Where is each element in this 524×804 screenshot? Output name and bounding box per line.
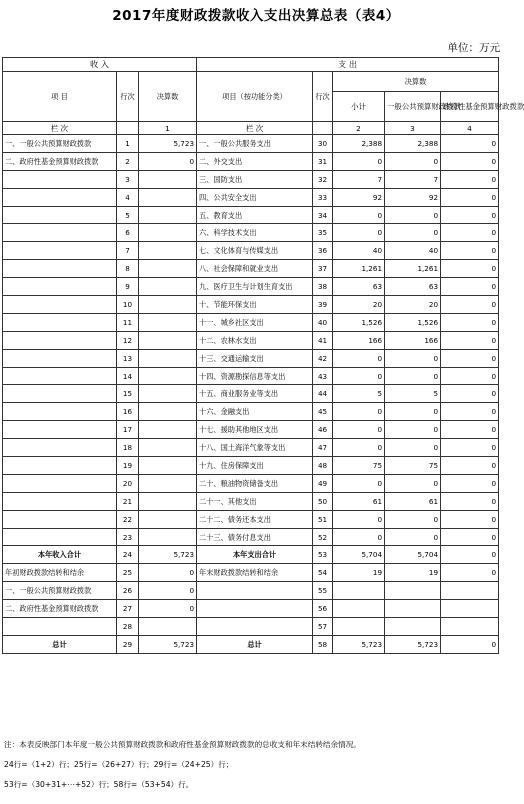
income-item [3,170,117,188]
table-row [3,188,499,206]
expense-rowno: 37 [313,260,333,278]
income-item [3,474,117,492]
notes [4,735,361,795]
expense-section-header: 支 出 [197,58,499,72]
expense-rowno: 35 [313,224,333,242]
expense-general: 7 [385,170,441,188]
expense-item: 二十三、债务付息支出 [197,528,313,546]
col-header-subtotal: 小计 [333,92,385,122]
expense-item: 十一、城乡社区支出 [197,313,313,331]
income-item [3,439,117,457]
expense-item: 十九、住房保障支出 [197,457,313,475]
expense-general: 1,261 [385,260,441,278]
expense-general: 61 [385,492,441,510]
expense-fund: 0 [441,278,499,296]
income-amount [139,260,197,278]
expense-subtotal: 0 [333,367,385,385]
expense-item: 二十、粮油物资储备支出 [197,474,313,492]
income-rowno: 23 [117,528,139,546]
income-amount [139,188,197,206]
table-row [3,546,499,564]
expense-rowno: 50 [313,492,333,510]
income-rowno: 6 [117,224,139,242]
expense-item: 七、文化体育与传媒支出 [197,242,313,260]
income-rowno: 12 [117,331,139,349]
lanci-n1: 1 [139,122,197,135]
expense-subtotal: 0 [333,152,385,170]
income-item [3,528,117,546]
income-amount [139,421,197,439]
income-amount [139,439,197,457]
expense-subtotal: 0 [333,206,385,224]
expense-rowno: 52 [313,528,333,546]
income-rowno: 1 [117,135,139,153]
expense-item: 五、教育支出 [197,206,313,224]
expense-fund: 0 [441,170,499,188]
expense-subtotal: 63 [333,278,385,296]
income-item [3,206,117,224]
expense-subtotal: 7 [333,170,385,188]
expense-subtotal: 19 [333,564,385,582]
expense-general [385,618,441,636]
income-amount [139,242,197,260]
expense-rowno: 41 [313,331,333,349]
page-title: 2017年度财政拨款收入支出决算总表（表4） [112,8,400,24]
expense-fund: 0 [441,224,499,242]
expense-item: 本年支出合计 [197,546,313,564]
lanci-label-2: 栏 次 [197,122,313,135]
expense-general: 19 [385,564,441,582]
income-item [3,260,117,278]
header-row-lanci [3,122,499,135]
expense-general: 0 [385,403,441,421]
income-amount [139,474,197,492]
expense-rowno: 49 [313,474,333,492]
income-item [3,296,117,314]
income-item [3,224,117,242]
expense-item: 四、公共安全支出 [197,188,313,206]
expense-subtotal: 20 [333,296,385,314]
income-section-header: 收 入 [3,58,197,72]
income-item: 二、政府性基金预算财政拨款 [3,600,117,618]
expense-item: 十三、交通运输支出 [197,349,313,367]
table-row [3,367,499,385]
income-rowno: 21 [117,492,139,510]
expense-subtotal: 61 [333,492,385,510]
expense-general: 0 [385,474,441,492]
expense-general: 2,388 [385,135,441,153]
income-rowno: 13 [117,349,139,367]
expense-rowno: 57 [313,618,333,636]
expense-rowno: 58 [313,635,333,653]
table-row [3,457,499,475]
income-item: 总计 [3,635,117,653]
table-row [3,278,499,296]
expense-rowno: 30 [313,135,333,153]
table-row [3,582,499,600]
expense-general: 63 [385,278,441,296]
table-row [3,474,499,492]
lanci-empty-2 [313,122,333,135]
income-rowno: 9 [117,278,139,296]
expense-item [197,618,313,636]
expense-subtotal: 92 [333,188,385,206]
expense-subtotal: 40 [333,242,385,260]
income-amount [139,618,197,636]
expense-general: 1,526 [385,313,441,331]
expense-general: 0 [385,349,441,367]
col-header-amount-group: 决算数 [333,72,499,92]
income-rowno: 22 [117,510,139,528]
income-amount [139,349,197,367]
expense-rowno: 54 [313,564,333,582]
income-rowno: 3 [117,170,139,188]
income-item: 一、一般公共预算财政拨款 [3,135,117,153]
income-amount [139,296,197,314]
income-amount [139,331,197,349]
lanci-n4: 4 [441,122,499,135]
expense-item: 二、外交支出 [197,152,313,170]
income-amount [139,224,197,242]
income-rowno: 7 [117,242,139,260]
expense-fund: 0 [441,510,499,528]
expense-general: 0 [385,224,441,242]
expense-fund: 0 [441,260,499,278]
expense-general [385,600,441,618]
expense-subtotal: 0 [333,528,385,546]
expense-general: 92 [385,188,441,206]
expense-general: 0 [385,206,441,224]
expense-subtotal: 0 [333,349,385,367]
expense-general: 0 [385,510,441,528]
table-row [3,439,499,457]
table-row [3,206,499,224]
note-line: 24行=（1+2）行；25行=（26+27）行；29行=（24+25）行； [4,760,234,769]
income-rowno: 17 [117,421,139,439]
income-rowno: 2 [117,152,139,170]
header-row-section [3,58,499,72]
income-amount [139,528,197,546]
expense-rowno: 39 [313,296,333,314]
expense-subtotal: 1,526 [333,313,385,331]
income-item [3,242,117,260]
expense-fund: 0 [441,242,499,260]
expense-subtotal [333,582,385,600]
expense-general: 166 [385,331,441,349]
table-row [3,600,499,618]
income-amount: 5,723 [139,546,197,564]
income-rowno: 15 [117,385,139,403]
expense-fund: 0 [441,457,499,475]
table-row [3,296,499,314]
expense-fund [441,600,499,618]
expense-rowno: 40 [313,313,333,331]
income-amount: 5,723 [139,135,197,153]
expense-item [197,582,313,600]
table-row [3,492,499,510]
expense-rowno: 51 [313,510,333,528]
expense-rowno: 31 [313,152,333,170]
unit-label: 单位：万元 [447,42,500,54]
expense-rowno: 46 [313,421,333,439]
table-row [3,260,499,278]
header-row-amount-group [3,72,499,92]
lanci-n2: 2 [333,122,385,135]
expense-subtotal: 0 [333,403,385,421]
expense-general [385,582,441,600]
expense-item: 三、国防支出 [197,170,313,188]
income-amount [139,510,197,528]
expense-general: 5 [385,385,441,403]
table-row [3,313,499,331]
lanci-empty [117,122,139,135]
expense-subtotal: 5 [333,385,385,403]
expense-fund: 0 [441,635,499,653]
expense-item: 十八、国土海洋气象等支出 [197,439,313,457]
expense-general: 0 [385,439,441,457]
expense-subtotal: 0 [333,224,385,242]
expense-fund: 0 [441,367,499,385]
expense-fund: 0 [441,331,499,349]
expense-item: 年末财政拨款结转和结余 [197,564,313,582]
income-rowno: 10 [117,296,139,314]
income-item [3,385,117,403]
table-row [3,170,499,188]
expense-fund: 0 [441,564,499,582]
expense-fund [441,582,499,600]
expense-rowno: 43 [313,367,333,385]
col-header-rowno2: 行次 [313,72,333,122]
table-row [3,635,499,653]
income-item: 年初财政拨款结转和结余 [3,564,117,582]
expense-item: 十二、农林水支出 [197,331,313,349]
expense-fund: 0 [441,313,499,331]
expense-rowno: 36 [313,242,333,260]
budget-table [2,57,524,654]
expense-general: 20 [385,296,441,314]
col-header-general: 一般公共预算财政拨款 [385,92,441,122]
income-amount [139,367,197,385]
expense-subtotal: 166 [333,331,385,349]
expense-fund: 0 [441,349,499,367]
table-row [3,385,499,403]
income-amount [139,385,197,403]
expense-fund: 0 [441,421,499,439]
income-amount [139,170,197,188]
expense-item [197,600,313,618]
income-item [3,457,117,475]
col-header-item-func: 项目（按功能分类） [197,72,313,122]
col-header-amount: 决算数 [139,72,197,122]
expense-fund: 0 [441,492,499,510]
expense-subtotal: 0 [333,510,385,528]
income-amount: 0 [139,600,197,618]
table-row [3,349,499,367]
expense-fund: 0 [441,152,499,170]
income-item [3,331,117,349]
col-header-fund: 政府性基金预算财政拨款 [441,92,499,122]
expense-general: 0 [385,152,441,170]
expense-fund: 0 [441,546,499,564]
expense-rowno: 42 [313,349,333,367]
col-header-item: 项 目 [3,72,117,122]
table-row [3,224,499,242]
expense-general: 40 [385,242,441,260]
expense-item: 二十二、债务还本支出 [197,510,313,528]
table-row [3,528,499,546]
table-row [3,403,499,421]
income-item [3,421,117,439]
expense-rowno: 48 [313,457,333,475]
income-rowno: 28 [117,618,139,636]
income-amount [139,403,197,421]
income-item [3,492,117,510]
income-amount: 0 [139,564,197,582]
expense-rowno: 55 [313,582,333,600]
expense-item: 八、社会保障和就业支出 [197,260,313,278]
income-rowno: 4 [117,188,139,206]
table-row [3,510,499,528]
income-item [3,403,117,421]
income-amount [139,457,197,475]
income-rowno: 19 [117,457,139,475]
expense-subtotal: 5,723 [333,635,385,653]
income-rowno: 5 [117,206,139,224]
expense-fund: 0 [441,403,499,421]
note-line: 53行=（30+31+⋯+52）行；58行=（53+54）行。 [4,780,194,789]
income-rowno: 26 [117,582,139,600]
expense-rowno: 53 [313,546,333,564]
income-rowno: 8 [117,260,139,278]
table-row [3,331,499,349]
income-rowno: 20 [117,474,139,492]
expense-item: 十五、商业服务业等支出 [197,385,313,403]
expense-general: 5,704 [385,546,441,564]
income-amount [139,313,197,331]
expense-item: 一、一般公共服务支出 [197,135,313,153]
income-amount: 0 [139,152,197,170]
expense-subtotal [333,600,385,618]
income-amount [139,206,197,224]
note-line: 注：本表反映部门本年度一般公共预算财政拨款和政府性基金预算财政拨款的总收支和年末结转结余情况。 [4,740,361,749]
expense-fund: 0 [441,206,499,224]
expense-rowno: 56 [313,600,333,618]
expense-subtotal: 75 [333,457,385,475]
expense-fund: 0 [441,439,499,457]
expense-item: 十、节能环保支出 [197,296,313,314]
expense-general: 75 [385,457,441,475]
expense-item: 二十一、其他支出 [197,492,313,510]
expense-general: 0 [385,528,441,546]
income-amount: 0 [139,582,197,600]
income-item [3,313,117,331]
table-row [3,135,499,153]
income-item [3,367,117,385]
income-rowno: 11 [117,313,139,331]
col-header-rowno: 行次 [117,72,139,122]
income-rowno: 25 [117,564,139,582]
income-amount: 5,723 [139,635,197,653]
expense-subtotal: 2,388 [333,135,385,153]
lanci-label: 栏 次 [3,122,117,135]
income-item [3,510,117,528]
expense-general: 0 [385,421,441,439]
table-row [3,421,499,439]
income-rowno: 27 [117,600,139,618]
expense-rowno: 38 [313,278,333,296]
expense-general: 5,723 [385,635,441,653]
expense-rowno: 34 [313,206,333,224]
expense-item: 九、医疗卫生与计划生育支出 [197,278,313,296]
income-item [3,618,117,636]
income-item: 一、一般公共预算财政拨款 [3,582,117,600]
expense-rowno: 47 [313,439,333,457]
table-row [3,564,499,582]
expense-subtotal [333,618,385,636]
table-row [3,152,499,170]
table-row [3,618,499,636]
income-rowno: 16 [117,403,139,421]
expense-fund: 0 [441,474,499,492]
income-rowno: 24 [117,546,139,564]
expense-fund: 0 [441,296,499,314]
expense-fund: 0 [441,188,499,206]
income-rowno: 29 [117,635,139,653]
income-item: 二、政府性基金预算财政拨款 [3,152,117,170]
expense-item: 总计 [197,635,313,653]
expense-fund: 0 [441,135,499,153]
expense-item: 十四、资源勘探信息等支出 [197,367,313,385]
expense-fund [441,618,499,636]
expense-subtotal: 0 [333,474,385,492]
expense-subtotal: 5,704 [333,546,385,564]
expense-item: 六、科学技术支出 [197,224,313,242]
income-rowno: 14 [117,367,139,385]
expense-rowno: 32 [313,170,333,188]
income-amount [139,278,197,296]
income-rowno: 18 [117,439,139,457]
expense-rowno: 33 [313,188,333,206]
expense-subtotal: 1,261 [333,260,385,278]
expense-subtotal: 0 [333,439,385,457]
income-item [3,188,117,206]
expense-fund: 0 [441,528,499,546]
expense-item: 十七、援助其他地区支出 [197,421,313,439]
expense-item: 十六、金融支出 [197,403,313,421]
expense-rowno: 44 [313,385,333,403]
income-item [3,278,117,296]
income-amount [139,492,197,510]
expense-rowno: 45 [313,403,333,421]
income-item [3,349,117,367]
expense-fund: 0 [441,385,499,403]
expense-subtotal: 0 [333,421,385,439]
lanci-n3: 3 [385,122,441,135]
table-row [3,242,499,260]
income-item: 本年收入合计 [3,546,117,564]
expense-general: 0 [385,367,441,385]
